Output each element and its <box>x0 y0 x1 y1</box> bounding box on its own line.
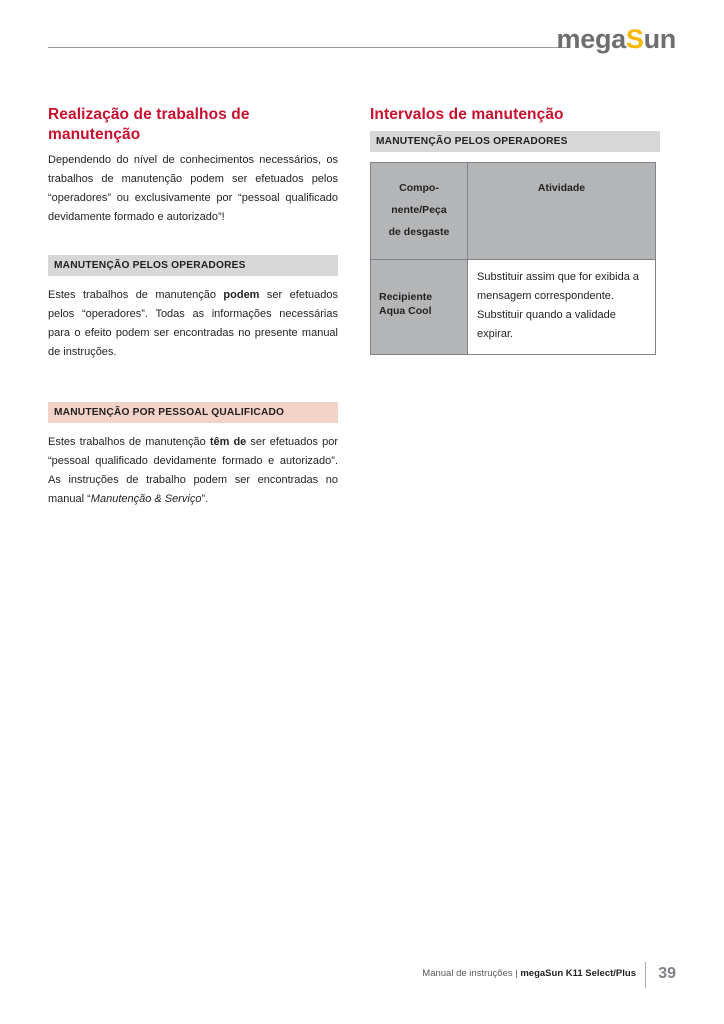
qualified-text-bold: têm de <box>209 436 247 448</box>
cell-activity: Substituir assim que for exibida a mensagem correspondente. Substituir quando a validade expirar. <box>468 260 656 355</box>
column-header-component-line1: Compo- <box>399 182 439 194</box>
subhead-maintenance-operators: MANUTENÇÃO PELOS OPERADORES <box>48 255 338 276</box>
right-column <box>370 105 660 355</box>
footer-manual-label: Manual de instruções | <box>422 968 521 979</box>
spacer <box>48 390 338 402</box>
operators-text-bold: podem <box>223 289 260 301</box>
footer-divider <box>645 962 646 988</box>
footer-manual-text <box>422 968 636 979</box>
qualified-text-part3: ”. <box>201 493 209 505</box>
subhead-intervals-operators: MANUTENÇÃO PELOS OPERADORES <box>370 131 660 152</box>
table-header-row <box>371 163 656 260</box>
right-section-title: Intervalos de manutenção <box>370 106 564 123</box>
cell-component-line1: Recipiente <box>379 291 433 303</box>
qualified-paragraph <box>48 433 338 509</box>
left-intro-paragraph: Dependendo do nível de conhecimentos necessários, os trabalhos de manutenção podem ser efetuados pelos “operadores” ou exclusivamente por “pessoal qualificado devidamente formado e autorizado”! <box>48 154 338 223</box>
operators-paragraph <box>48 286 338 362</box>
column-header-component <box>371 163 468 260</box>
page-number: 39 <box>658 965 676 982</box>
operators-text-part2: ser efetuados pelos “operadores”. Todas as informações necessárias para o efeito podem ser encontradas no presente manual de instruções. <box>48 289 338 358</box>
page-header <box>48 24 676 58</box>
table-body <box>371 260 656 355</box>
spacer <box>48 362 338 390</box>
table-row <box>371 260 656 355</box>
column-header-component-line3: de desgaste <box>388 226 450 238</box>
spacer <box>48 423 338 433</box>
logo-text-un: un <box>643 24 676 54</box>
left-column <box>48 105 338 509</box>
operators-text-part1: Estes trabalhos de manutenção <box>48 289 224 301</box>
maintenance-intervals-table <box>370 162 656 355</box>
column-header-activity: Atividade <box>468 163 656 260</box>
qualified-text-part2: ser efetuados por “pessoal qualificado devidamente formado e autorizado”. As instruções de trabalho podem ser encontradas no manual “ <box>48 436 338 505</box>
page-footer <box>48 962 676 988</box>
footer-product-name: megaSun K11 Select/Plus <box>520 968 636 979</box>
subhead-maintenance-qualified: MANUTENÇÃO POR PESSOAL QUALIFICADO <box>48 402 338 423</box>
spacer <box>48 227 338 255</box>
header-divider <box>48 47 568 48</box>
logo-text-s: S <box>625 24 644 54</box>
brand-logo <box>557 24 676 54</box>
cell-component <box>371 260 468 355</box>
logo-text-mega: mega <box>556 24 626 54</box>
qualified-text-part1: Estes trabalhos de manutenção <box>48 436 210 448</box>
table-header <box>371 163 656 260</box>
qualified-text-italic: Manutenção & Serviço <box>90 493 202 505</box>
cell-component-line2: Aqua Cool <box>379 305 432 317</box>
spacer <box>48 276 338 286</box>
column-header-component-line2: nente/Peça <box>391 204 447 216</box>
left-section-title: Realização de trabalhos de manutenção <box>48 106 250 143</box>
